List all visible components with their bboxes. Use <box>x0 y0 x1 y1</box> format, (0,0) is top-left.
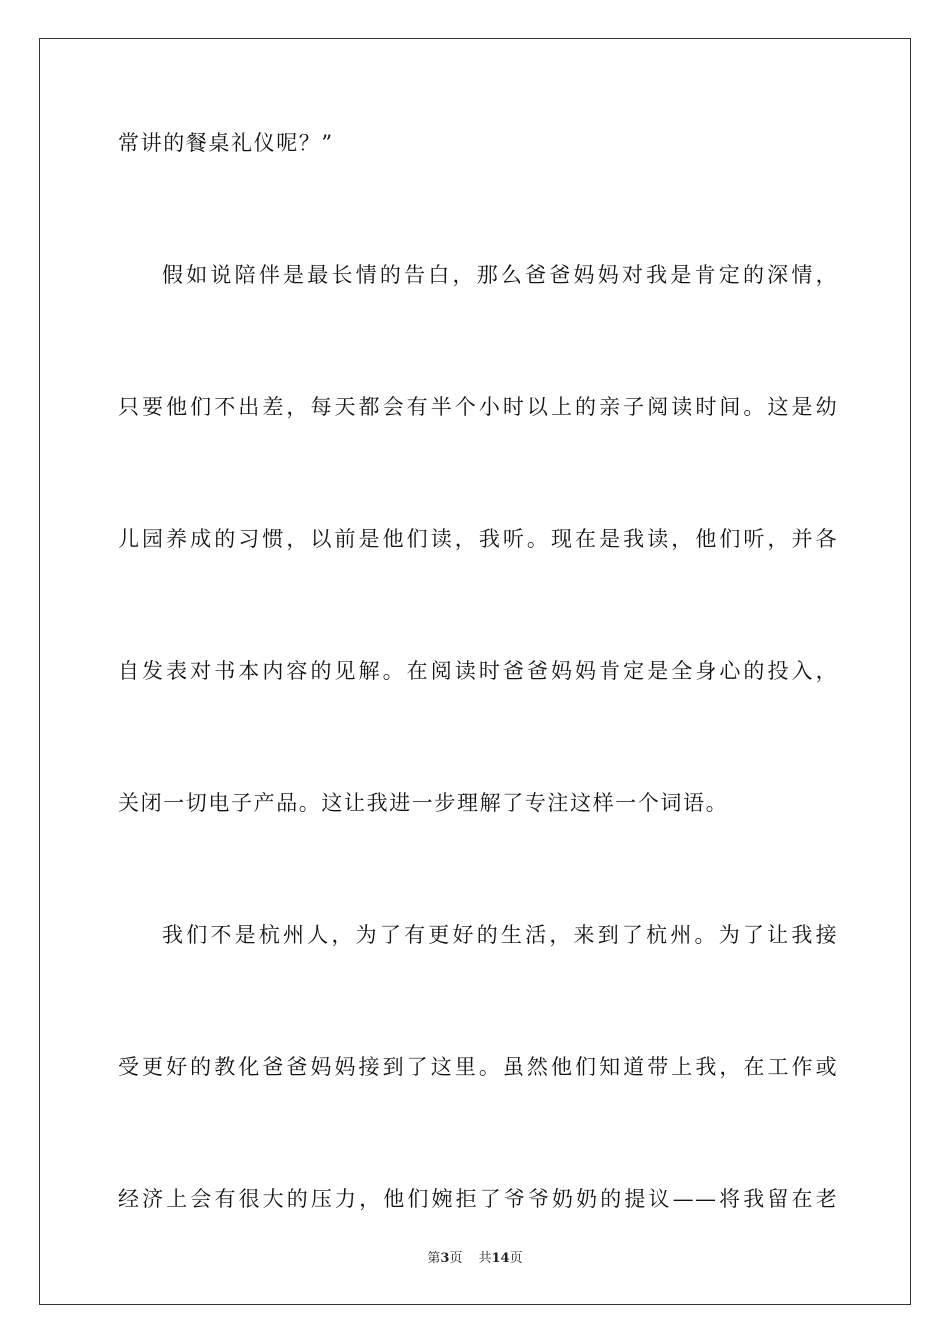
footer-total-suffix: 页 <box>509 1251 523 1266</box>
paragraph-2-line-3: 儿园养成的习惯，以前是他们读，我听。现在是我读，他们听，并各 <box>118 527 838 551</box>
footer-page-prefix: 第 <box>427 1251 441 1266</box>
paragraph-3-line-3: 经济上会有很大的压力，他们婉拒了爷爷奶奶的提议——将我留在老 <box>118 1187 838 1211</box>
paragraph-2-line-1: 假如说陪伴是最长情的告白，那么爸爸妈妈对我是肯定的深情， <box>162 263 838 287</box>
paragraph-2-line-4: 自发表对书本内容的见解。在阅读时爸爸妈妈肯定是全身心的投入， <box>118 659 838 683</box>
footer-total-number: 14 <box>491 1251 510 1266</box>
footer-page-number: 3 <box>440 1251 450 1266</box>
paragraph-3-line-1: 我们不是杭州人，为了有更好的生活，来到了杭州。为了让我接 <box>162 923 838 947</box>
paragraph-1-line-1: 常讲的餐桌礼仪呢？” <box>118 131 334 155</box>
page-footer <box>0 1247 950 1266</box>
paragraph-3-line-2: 受更好的教化爸爸妈妈接到了这里。虽然他们知道带上我，在工作或 <box>118 1055 838 1079</box>
footer-page-suffix: 页 <box>449 1251 463 1266</box>
footer-total-prefix: 共 <box>478 1251 492 1266</box>
paragraph-2-line-2: 只要他们不出差，每天都会有半个小时以上的亲子阅读时间。这是幼 <box>118 395 838 419</box>
paragraph-2-line-5: 关闭一切电子产品。这让我进一步理解了专注这样一个词语。 <box>118 791 729 815</box>
